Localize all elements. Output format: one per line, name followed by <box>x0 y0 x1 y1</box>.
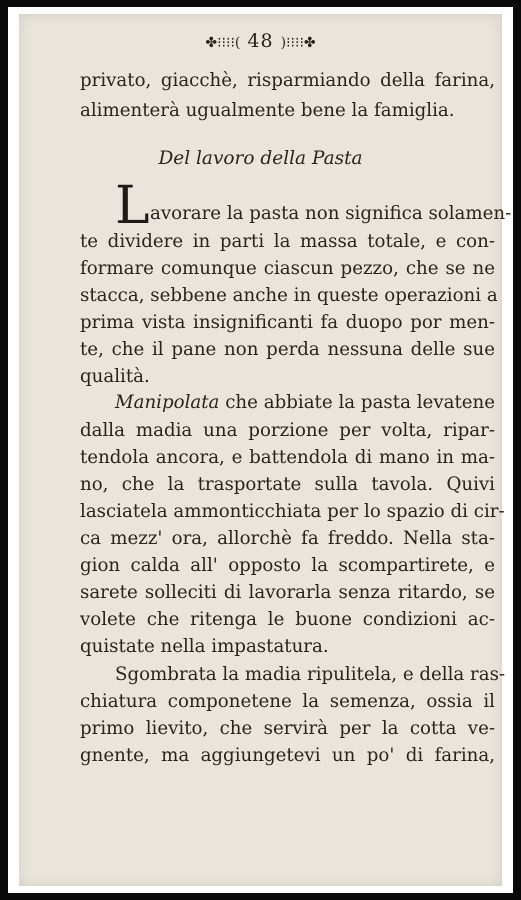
section-title: Del lavoro della Pasta <box>158 148 363 169</box>
text-line: avorare la pasta non significa solamen- <box>150 203 512 224</box>
drop-cap: L <box>115 176 150 236</box>
header-ornament-right: )⁝⁝⁝⁝✤ <box>280 35 316 51</box>
text-line: formare comunque ciascun pezzo, che se ne <box>80 258 495 279</box>
text-line: te, che il pane non perda nessuna delle sue <box>80 339 495 360</box>
text-line-italic-word: Manipolata <box>115 392 220 413</box>
header-ornament-left: ✤⁝⁝⁝⁝( <box>205 35 241 51</box>
text-line: dalla madia una porzione per volta, ripar- <box>80 420 495 441</box>
text-line: chiatura componetene la semenza, ossia il <box>80 691 495 712</box>
text-line: primo lievito, che servirà per la cotta ve- <box>80 718 495 739</box>
text-line: prima vista insignificanti fa duopo por men- <box>80 312 495 333</box>
page-number: 48 <box>247 30 274 52</box>
text-line: lasciatela ammonticchiata per lo spazio di cir- <box>80 501 505 522</box>
text-line: stacca, sebbene anche in queste operazioni a <box>80 285 498 306</box>
text-line: te dividere in parti la massa totale, e con- <box>80 231 495 252</box>
page-header <box>0 30 521 52</box>
text-line: gnente, ma aggiungetevi un po' di farina, <box>80 745 495 766</box>
text-line: privato, giacchè, risparmiando della farina, <box>80 70 495 91</box>
text-line: volete che ritenga le buone condizioni ac- <box>80 609 495 630</box>
text-line-rest: che abbiate la pasta levatene <box>225 392 495 413</box>
text-line: gion calda all' opposto la scompartirete, e <box>80 555 495 576</box>
text-line: quistate nella impastatura. <box>80 636 329 657</box>
text-line: sarete solleciti di lavorarla senza ritardo, se <box>80 582 495 603</box>
text-line: qualità. <box>80 366 150 387</box>
text-line: ca mezz' ora, allorchè fa freddo. Nella sta- <box>80 528 495 549</box>
text-line: Sgombrata la madia ripulitela, e della ras- <box>115 664 506 685</box>
text-line <box>115 392 495 413</box>
text-line: alimenterà ugualmente bene la famiglia. <box>80 100 455 121</box>
text-line: no, che la trasportate sulla tavola. Quivi <box>80 474 495 495</box>
text-line: tendola ancora, e battendola di mano in ma- <box>80 447 495 468</box>
